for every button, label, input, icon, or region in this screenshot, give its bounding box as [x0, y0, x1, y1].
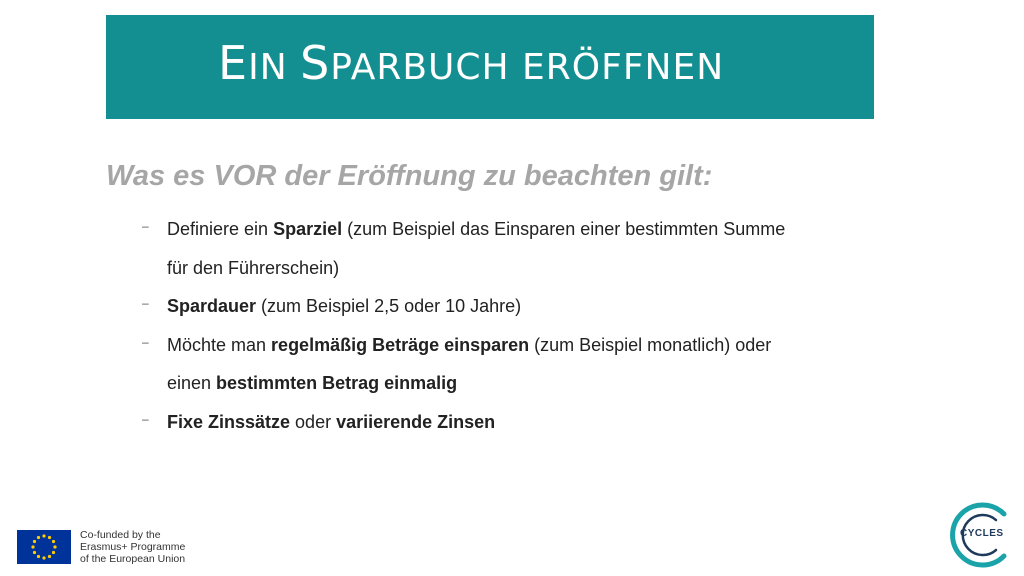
slide-subtitle: Was es VOR der Eröffnung zu beachten gilt: [106, 160, 713, 192]
eu-flag-icon [17, 530, 71, 564]
cycles-logo-text: CYCLES [960, 528, 1004, 539]
list-item: – Definiere ein Sparziel (zum Beispiel das Einsparen einer bestimmten Summe für den Führerschein) [142, 210, 862, 287]
list-item: – Möchte man regelmäßig Beträge einsparen (zum Beispiel monatlich) oder einen bestimmten Betrag einmalig [142, 326, 862, 403]
bullet-list [142, 210, 862, 441]
eu-funding-note: Co-funded by the Erasmus+ Programme of the European Union [80, 529, 186, 565]
dash-bullet: – [142, 219, 149, 233]
dash-bullet: – [142, 334, 149, 349]
dash-bullet: – [142, 411, 149, 426]
slide-title: EIN SPARBUCH ERÖFFNEN [218, 36, 725, 90]
list-item: – Fixe Zinssätze oder variierende Zinsen [142, 403, 862, 442]
dash-bullet: – [142, 296, 149, 310]
list-item: – Spardauer (zum Beispiel 2,5 oder 10 Jahre) [142, 287, 862, 326]
